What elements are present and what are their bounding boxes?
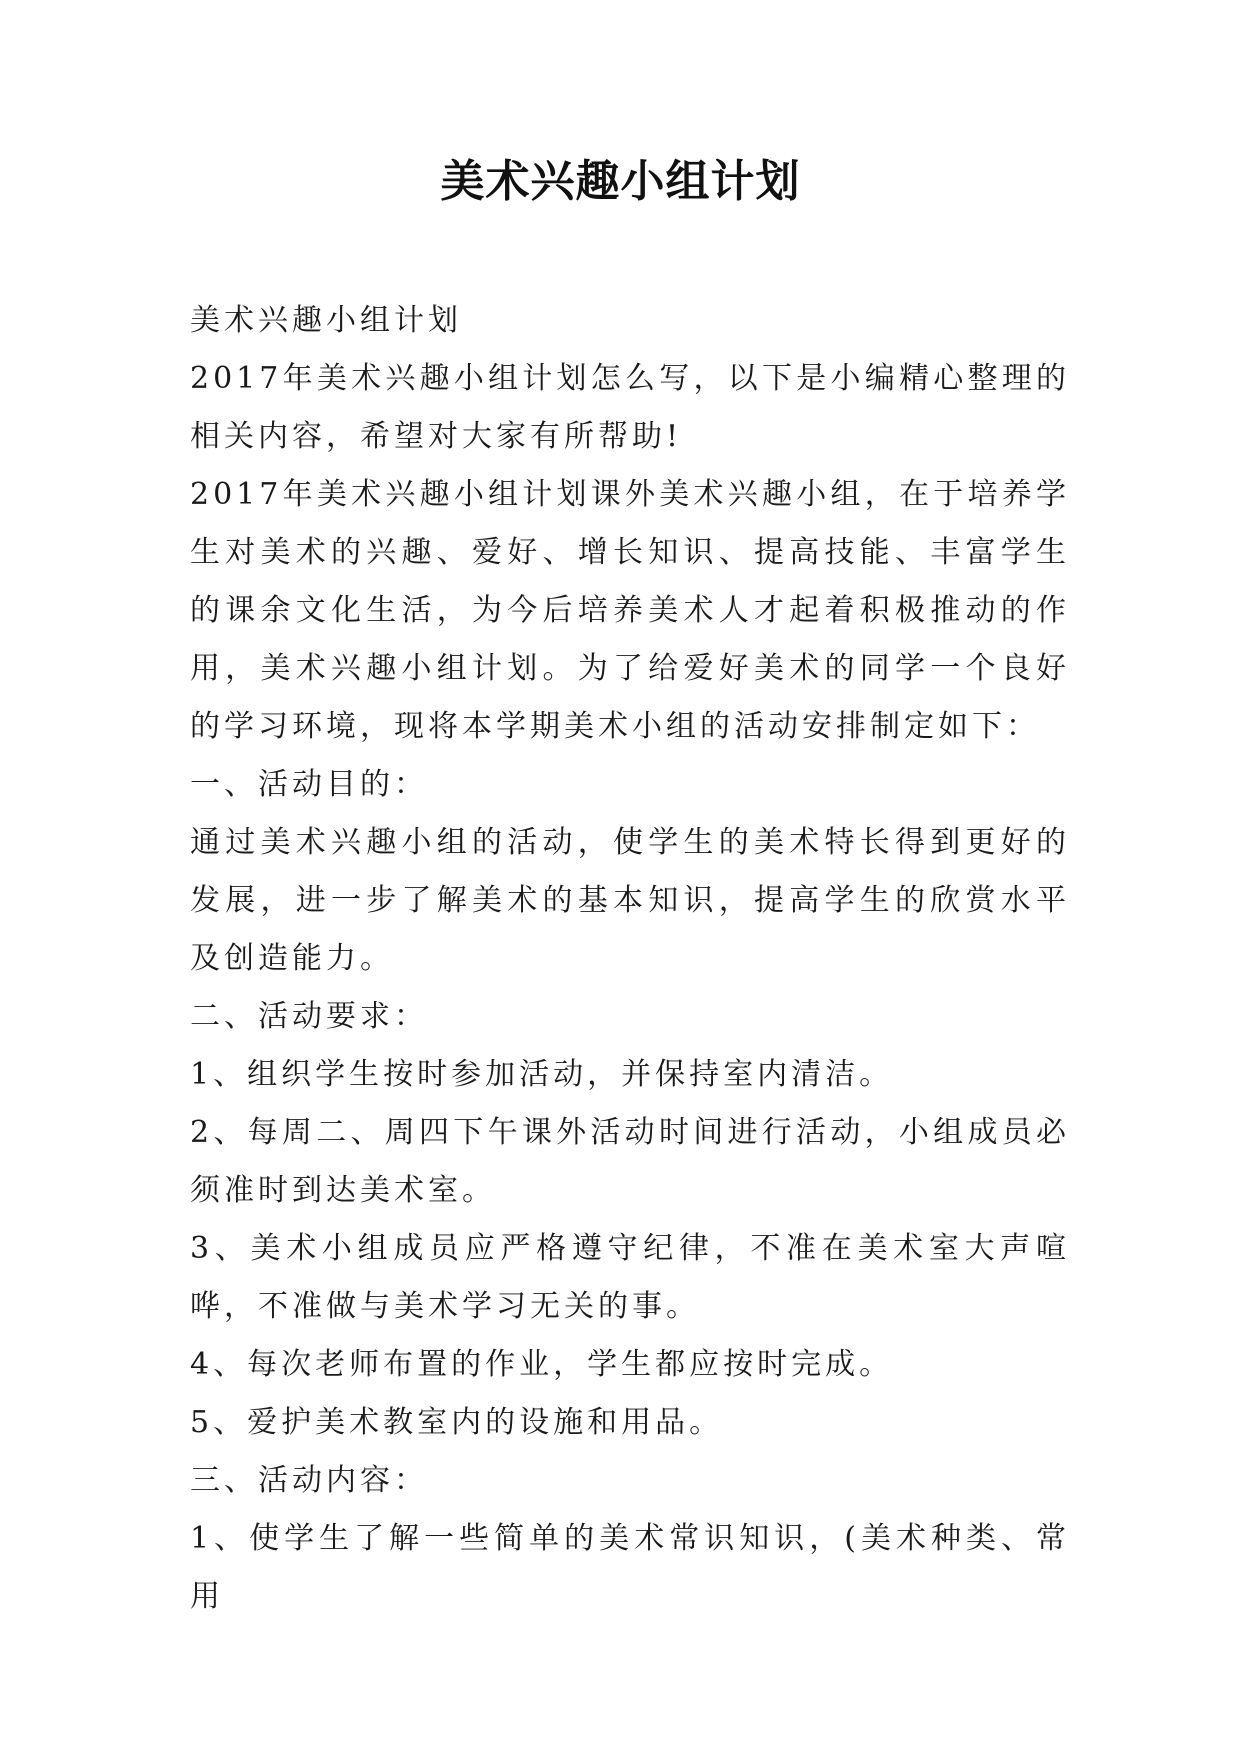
list-item-requirement-3: 3、美术小组成员应严格遵守纪律，不准在美术室大声喧哗，不准做与美术学习无关的事。 <box>190 1231 1070 1324</box>
section-heading-requirements: 二、活动要求： <box>190 999 428 1034</box>
list-item-requirement-5: 5、爱护美术教室内的设施和用品。 <box>190 1405 724 1440</box>
paragraph-intro: 2017年美术兴趣小组计划怎么写，以下是小编精心整理的相关内容，希望对大家有所帮助! <box>190 361 1070 454</box>
section-heading-content: 三、活动内容： <box>190 1463 428 1498</box>
list-item-requirement-2: 2、每周二、周四下午课外活动时间进行活动，小组成员必须准时到达美术室。 <box>190 1115 1070 1208</box>
list-item-content-1: 1、使学生了解一些简单的美术常识知识，(美术种类、常用 <box>190 1521 1070 1614</box>
paragraph-purpose: 通过美术兴趣小组的活动，使学生的美术特长得到更好的发展，进一步了解美术的基本知识，提高学生的欣赏水平及创造能力。 <box>190 825 1070 976</box>
paragraph-subtitle: 美术兴趣小组计划 <box>190 303 462 338</box>
paragraph-overview: 2017年美术兴趣小组计划课外美术兴趣小组，在于培养学生对美术的兴趣、爱好、增长知识、提高技能、丰富学生的课余文化生活，为今后培养美术人才起着积极推动的作用，美术兴趣小组计划。为了给爱好美术的同学一个良好的学习环境，现将本学期美术小组的活动安排制定如下： <box>190 477 1070 744</box>
document-title: 美术兴趣小组计划 <box>440 156 801 207</box>
section-heading-purpose: 一、活动目的： <box>190 767 428 802</box>
document-body <box>190 292 1070 1626</box>
list-item-requirement-4: 4、每次老师布置的作业，学生都应按时完成。 <box>190 1347 894 1382</box>
list-item-requirement-1: 1、组织学生按时参加活动，并保持室内清洁。 <box>190 1057 894 1092</box>
